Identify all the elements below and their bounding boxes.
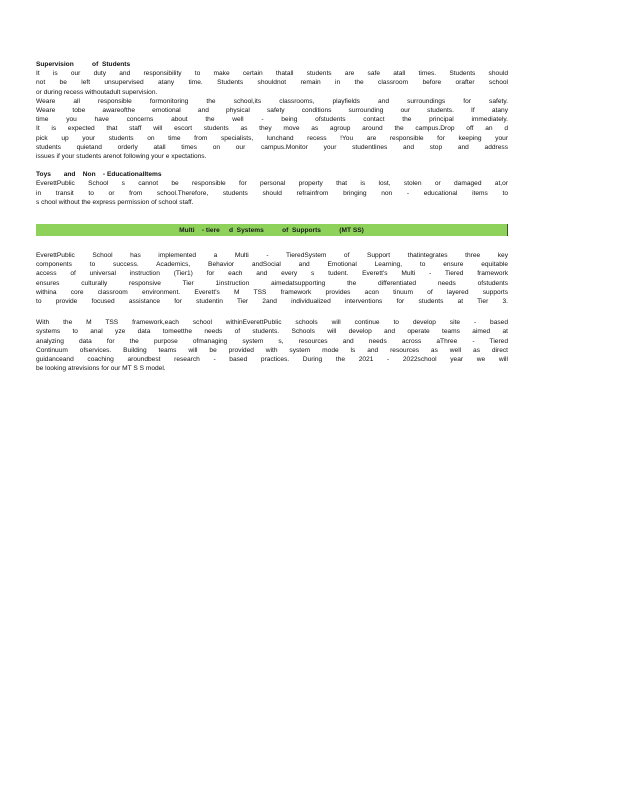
section-mtss-framework xyxy=(36,318,508,373)
mtss-banner-label: Multi - tiere d Systems of Supports (MT SS) xyxy=(179,226,364,234)
paragraph-line: EverettPublic School s cannot be responsible for personal property that is lost, stolen or damaged at,or xyxy=(36,180,508,188)
paragraph-line: to provide focused assistance for studentin Tier 2and individualized interventions for students at Tier 3. xyxy=(36,298,508,306)
paragraph-line: issues if your students arenot following your e xpectations. xyxy=(36,153,207,161)
paragraph-line: be looking atrevisions for our MT S S model. xyxy=(36,365,166,373)
section-heading-supervision: Supervision of Students xyxy=(36,61,131,68)
paragraph-line: It is expected that staff will escort students as they move as agroup around the campus.Drop off an d xyxy=(36,125,508,133)
paragraph-line: or during recess withoutadult supervision. xyxy=(36,88,158,96)
paragraph-line: Weare tobe awareofthe emotional and physical safety conditions surrounding our students. If atany xyxy=(36,107,508,115)
section-heading-toys: Toys and Non - EducationalItems xyxy=(36,171,162,179)
spacer xyxy=(36,207,508,224)
paragraph-line: components to success. Academics, Behavior andSocial and Emotional Learning, to ensure equitable xyxy=(36,261,508,269)
spacer xyxy=(36,161,508,170)
paragraph-line: EverettPublic School has implemented a Multi - TieredSystem of Support thatintegrates three key xyxy=(36,252,508,260)
paragraph-line: Weare all responsible formonitoring the school,its classrooms, playfields and surroundings for safety. xyxy=(36,97,508,105)
paragraph-line: systems to anal yze data tomeetthe needs of students. Schools will develop and operate teams aimed at xyxy=(36,328,508,336)
paragraph-line: With the M TSS framework,each school withinEverettPublic schools will continue to develop site - based xyxy=(36,319,508,327)
spacer xyxy=(36,306,508,318)
paragraph-line: students quietand orderly atall times on our campus.Monitor your studentlines and stop and address xyxy=(36,143,508,151)
paragraph-line: withina core classroom environment. Everett's M TSS framework provides acon tinuum of layered supports xyxy=(36,288,508,296)
paragraph-line: guidanceand coaching aroundbest research - based practices. During the 2021 - 2022school year we will xyxy=(36,356,508,364)
paragraph-line: Continuum ofservices. Building teams will be provided with system mode ls and resources as well as direct xyxy=(36,346,508,354)
mtss-section-banner xyxy=(36,224,508,236)
paragraph-line: It is our duty and responsibility to make certain thatall students are safe atall times. Students should xyxy=(36,70,508,78)
paragraph-line: s chool without the express permission of school staff. xyxy=(36,198,194,206)
section-mtss-intro xyxy=(36,251,508,306)
paragraph-line: access of universal instruction (Tier1) for each and every s tudent. Everett's Multi - Tiered framework xyxy=(36,270,508,278)
document-body xyxy=(36,60,508,373)
spacer xyxy=(36,236,508,251)
paragraph-line: analyzing data for the purpose ofmanaging system s, resources and needs across aThree - Tiered xyxy=(36,337,508,345)
section-supervision xyxy=(36,60,508,161)
paragraph-line: time you have concerns about the well - being ofstudents contact the principal immediately. xyxy=(36,116,508,124)
paragraph-line: in transit to or from school.Therefore, students should refrainfrom bringing non - educational items to xyxy=(36,189,508,197)
paragraph-line: pick up your students on time from specialists, lunchand recess !You are responsible for keeping your xyxy=(36,134,508,142)
paragraph-line: not be left unsupervised atany time. Students shouldnot remain in the classroom before orafter school xyxy=(36,79,508,87)
section-toys xyxy=(36,170,508,207)
paragraph-line: ensures culturally responsive Tier 1instruction aimedatsupporting the differentiated needs ofstudents xyxy=(36,279,508,287)
